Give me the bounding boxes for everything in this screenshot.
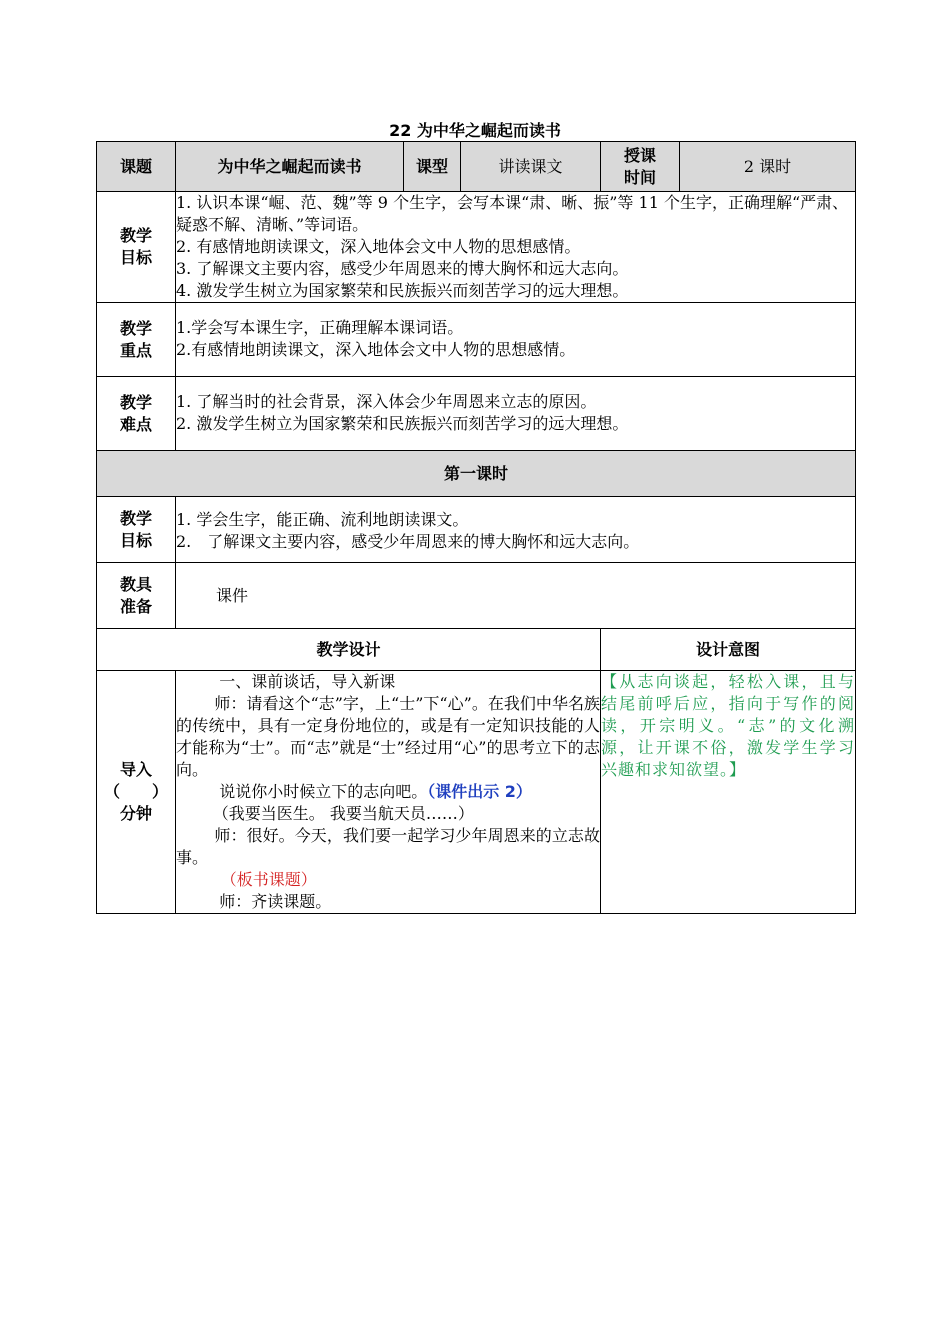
design-content: [176, 671, 601, 914]
topic-value: 为中华之崛起而读书: [176, 142, 404, 192]
design-header: 教学设计: [97, 629, 601, 671]
time-label: 授课时间: [601, 142, 680, 192]
key-point-item: 1.学会写本课生字，正确理解本课词语。: [176, 318, 464, 337]
intro-row: [97, 671, 856, 914]
type-value: 讲读课文: [461, 142, 601, 192]
design-line: 师：齐读课题。: [219, 892, 332, 911]
overall-goal-item: 4. 激发学生树立为国家繁荣和民族振兴而刻苦学习的远大理想。: [176, 281, 629, 300]
lesson1-heading-row: [97, 451, 856, 497]
type-label: 课型: [404, 142, 461, 192]
lesson1-heading: 第一课时: [97, 451, 856, 497]
intent-header: 设计意图: [601, 629, 856, 671]
lesson1-goals-label: 教学目标: [97, 497, 176, 563]
tools-label: 教具准备: [97, 563, 176, 629]
key-points-content: [176, 303, 856, 377]
design-line-text: 说说你小时候立下的志向吧。: [219, 782, 428, 801]
design-line: （我要当医生。 我要当航天员……）: [212, 804, 474, 823]
design-line: 一、课前谈话，导入新课: [219, 672, 396, 691]
overall-goals-label: 教学目标: [97, 192, 176, 303]
stage-label: [97, 671, 176, 914]
overall-goals-row: [97, 192, 856, 303]
overall-goal-item: 2. 有感情地朗读课文，深入地体会文中人物的思想感情。: [176, 237, 581, 256]
lesson-plan-table: [96, 141, 856, 914]
overall-goals-content: [176, 192, 856, 303]
design-line: 师：很好。今天，我们要一起学习少年周恩来的立志故事。: [176, 826, 600, 867]
difficulties-row: [97, 377, 856, 451]
design-header-row: [97, 629, 856, 671]
lesson1-goals-row: [97, 497, 856, 563]
difficulties-content: [176, 377, 856, 451]
key-points-row: [97, 303, 856, 377]
design-line: [176, 781, 600, 803]
difficulties-label: 教学难点: [97, 377, 176, 451]
overall-goal-item: 1. 认识本课“崛、范、魏”等 9 个生字，会写本课“肃、晰、振”等 11 个生字，正确理解“严肃、疑惑不解、清晰、”等词语。: [176, 193, 849, 234]
design-intent: 【从志向谈起，轻松入课，且与结尾前呼后应，指向于写作的阅读，开宗明义。“志”的文化溯源，让开课不俗，激发学生学习兴趣和求知欲望。】: [601, 671, 856, 914]
key-points-label: 教学重点: [97, 303, 176, 377]
board-title-note: （板书课题）: [220, 870, 317, 889]
page-title: 22 为中华之崛起而读书: [389, 121, 561, 140]
difficulty-item: 2. 激发学生树立为国家繁荣和民族振兴而刻苦学习的远大理想。: [176, 414, 629, 433]
lesson1-goal-item: 2. 了解课文主要内容，感受少年周恩来的博大胸怀和远大志向。: [176, 532, 640, 551]
header-row: [97, 142, 856, 192]
lesson1-goals-content: [176, 497, 856, 563]
stage-label-line: 导入: [119, 760, 152, 779]
design-line: 师：请看这个“志”字，上“士”下“心”。在我们中华名族的传统中，具有一定身份地位的，或是有一定知识技能的人才能称为“士”。而“志”就是“士”经过用“心”的思考立下的志向。: [176, 694, 600, 779]
tools-row: [97, 563, 856, 629]
stage-label-minutes: （ ）: [103, 782, 168, 801]
tools-value: 课件: [176, 563, 856, 629]
time-value: 2 课时: [680, 142, 856, 192]
difficulty-item: 1. 了解当时的社会背景，深入体会少年周恩来立志的原因。: [176, 392, 597, 411]
topic-label: 课题: [97, 142, 176, 192]
stage-label-line: 分钟: [119, 804, 152, 823]
courseware-note: （课件出示 2）: [427, 782, 532, 801]
overall-goal-item: 3. 了解课文主要内容，感受少年周恩来的博大胸怀和远大志向。: [176, 259, 629, 278]
lesson1-goal-item: 1. 学会生字，能正确、流利地朗读课文。: [176, 510, 469, 529]
key-point-item: 2.有感情地朗读课文，深入地体会文中人物的思想感情。: [176, 340, 576, 359]
